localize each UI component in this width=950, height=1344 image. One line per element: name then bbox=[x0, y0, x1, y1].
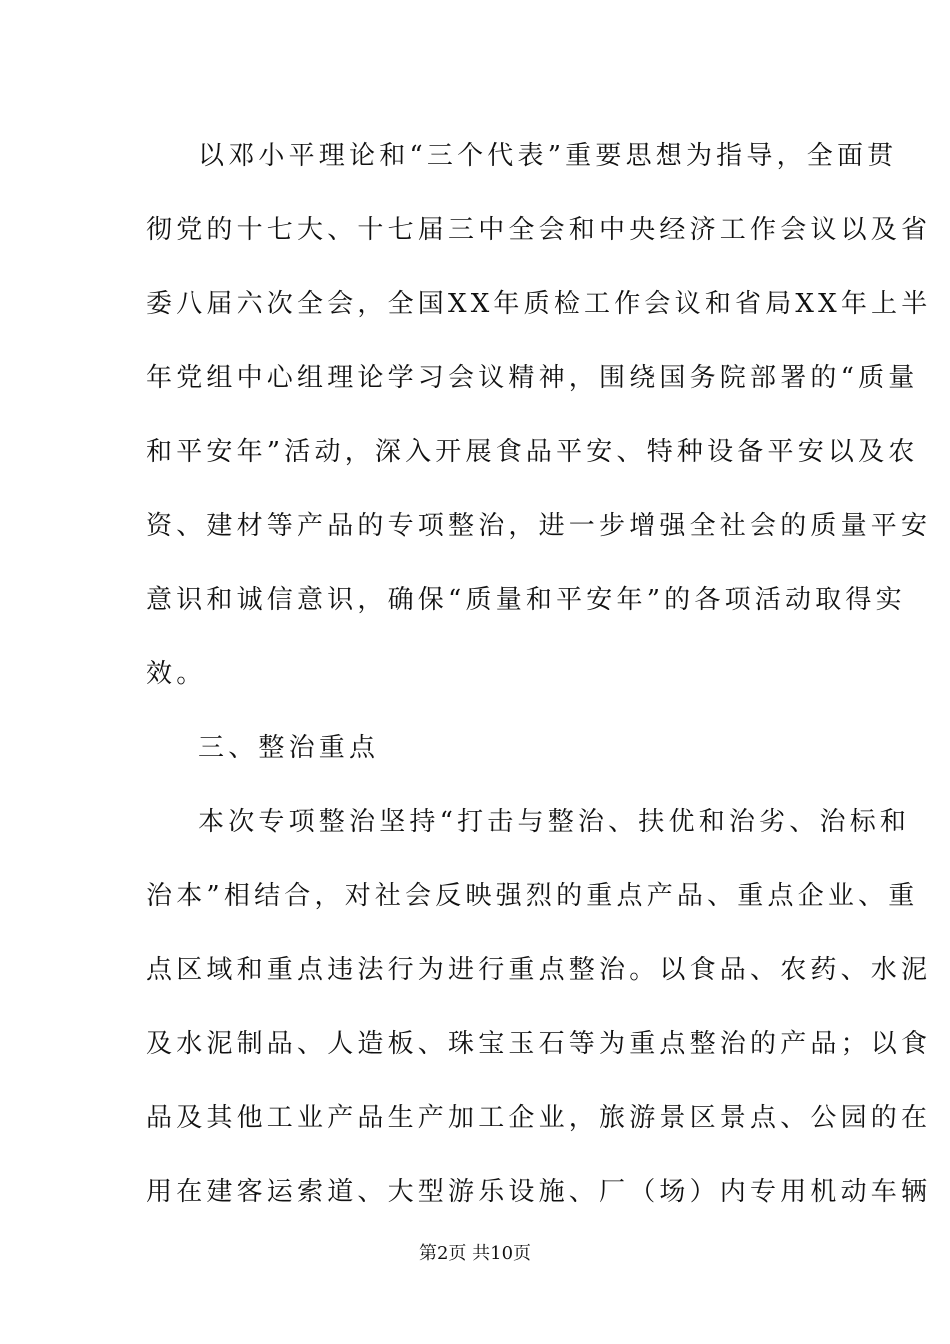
section-heading: 三、整治重点 bbox=[198, 733, 380, 763]
paragraph-line: 委八届六次全会，全国XX年质检工作会议和省局XX年上半 bbox=[146, 289, 932, 319]
paragraph-line: 用在建客运索道、大型游乐设施、厂（场）内专用机动车辆 bbox=[146, 1177, 932, 1207]
paragraph-line: 品及其他工业产品生产加工企业，旅游景区景点、公园的在 bbox=[146, 1103, 932, 1133]
paragraph-line: 点区域和重点违法行为进行重点整治。以食品、农药、水泥 bbox=[146, 955, 932, 985]
paragraph-line: 及水泥制品、人造板、珠宝玉石等为重点整治的产品；以食 bbox=[146, 1029, 932, 1059]
paragraph-line: 彻党的十七大、十七届三中全会和中央经济工作会议以及省 bbox=[146, 215, 932, 245]
paragraph-line: 资、建材等产品的专项整治，进一步增强全社会的质量平安 bbox=[146, 511, 932, 541]
paragraph-line: 治本”相结合，对社会反映强烈的重点产品、重点企业、重 bbox=[146, 881, 919, 911]
paragraph-line: 本次专项整治坚持“打击与整治、扶优和治劣、治标和 bbox=[198, 807, 911, 837]
paragraph-line: 以邓小平理论和“三个代表”重要思想为指导，全面贯 bbox=[198, 141, 898, 171]
paragraph-line: 年党组中心组理论学习会议精神，围绕国务院部署的“质量 bbox=[146, 363, 919, 393]
paragraph-line: 效。 bbox=[146, 659, 207, 689]
page-number-footer: 第2页 共10页 bbox=[418, 1243, 532, 1264]
paragraph-line: 和平安年”活动，深入开展食品平安、特种设备平安以及农 bbox=[146, 437, 919, 467]
paragraph-line: 意识和诚信意识，确保“质量和平安年”的各项活动取得实 bbox=[146, 585, 906, 615]
